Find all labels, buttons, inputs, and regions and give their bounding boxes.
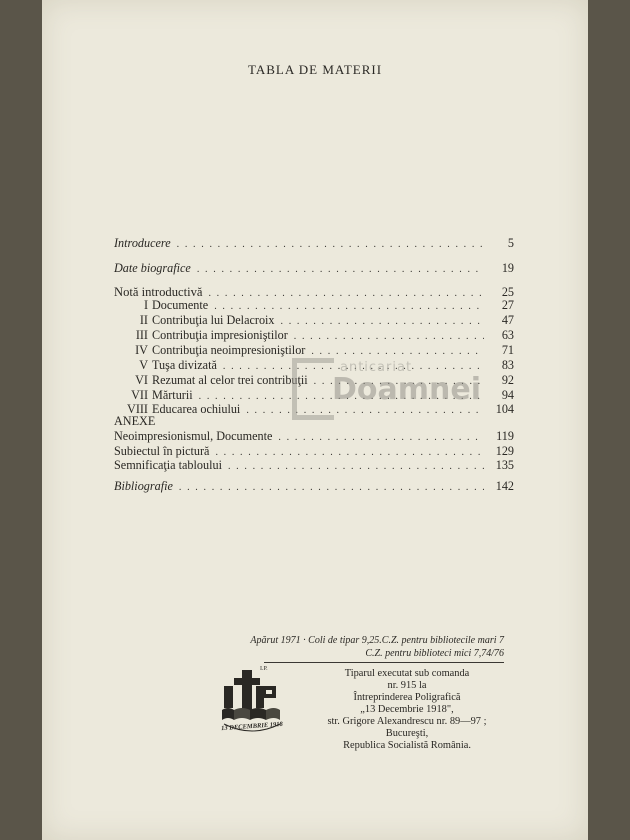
toc-entry-label: Subiectul în pictură bbox=[114, 444, 210, 458]
toc-entry-page: 25 bbox=[501, 285, 514, 299]
toc-entry-label: Introducere bbox=[114, 236, 171, 250]
dot-leader bbox=[199, 391, 484, 402]
toc-entry-chapter-4 bbox=[114, 343, 514, 358]
toc-entry-label: Semnificaţia tabloului bbox=[114, 458, 222, 472]
toc-entry-page: 19 bbox=[501, 261, 514, 275]
toc-entry-annex-1 bbox=[114, 429, 514, 444]
chapter-number: III bbox=[135, 328, 148, 342]
toc-entry-label: Rezumat al celor trei contribuţii bbox=[152, 373, 308, 387]
toc-entry-page: 142 bbox=[495, 479, 514, 493]
toc-entry-page: 63 bbox=[501, 328, 514, 342]
dot-leader bbox=[197, 264, 484, 275]
toc-entry-page: 83 bbox=[501, 358, 514, 372]
toc-entry-label: Notă introductivă bbox=[114, 285, 203, 299]
toc-entry-label: Bibliografie bbox=[114, 479, 173, 493]
toc-entry-chapter-3 bbox=[114, 328, 514, 343]
toc-entry-page: 71 bbox=[501, 343, 514, 357]
toc-entry-page: 129 bbox=[495, 444, 514, 458]
logo-letters: I.P. bbox=[260, 666, 268, 672]
toc-entry-page: 27 bbox=[501, 298, 514, 312]
toc-entry-label: Educarea ochiului bbox=[152, 402, 241, 416]
toc-entry-annex-3 bbox=[114, 458, 514, 473]
toc-entry-date-biografice bbox=[114, 261, 514, 276]
toc-entry-label: Neoimpresionismul, Documente bbox=[114, 429, 273, 443]
toc-entry-label: Documente bbox=[152, 298, 209, 312]
printer-logo bbox=[220, 666, 284, 738]
watermark-small-text: anticariat bbox=[340, 360, 413, 375]
book-page bbox=[42, 0, 588, 840]
chapter-number: IV bbox=[135, 343, 148, 357]
dot-leader bbox=[314, 376, 484, 387]
toc-entry-bibliografie bbox=[114, 479, 514, 494]
imprint-line: Apărut 1971 · Coli de tipar 9,25.C.Z. pentru bibliotecile mari 7 bbox=[250, 635, 504, 646]
dot-leader bbox=[214, 301, 484, 312]
toc-entry-label: Contribuţia impresioniştilor bbox=[152, 328, 288, 342]
chapter-number: II bbox=[139, 313, 148, 327]
toc-entry-label: Contribuţia lui Delacroix bbox=[152, 313, 275, 327]
dot-leader bbox=[179, 482, 484, 493]
toc-entry-chapter-5 bbox=[114, 358, 514, 373]
toc-entry-chapter-8 bbox=[114, 402, 514, 417]
press-line: „13 Decembrie 1918", bbox=[360, 704, 454, 715]
toc-entry-page: 135 bbox=[495, 458, 514, 472]
colophon-rule bbox=[264, 662, 504, 663]
toc-entry-page: 119 bbox=[496, 429, 514, 443]
chapter-number: I bbox=[143, 298, 148, 312]
chapter-number: VIII bbox=[127, 402, 148, 416]
toc-entry-annex-2 bbox=[114, 444, 514, 459]
press-line: str. Grigore Alexandrescu nr. 89—97 ; bbox=[327, 716, 487, 727]
dot-leader bbox=[311, 346, 484, 357]
toc-entry-label: Contribuţia neoimpresioniştilor bbox=[152, 343, 306, 357]
dot-leader bbox=[281, 316, 484, 327]
chapter-number: VII bbox=[131, 388, 148, 402]
dot-leader bbox=[228, 461, 484, 472]
toc-entry-chapter-7 bbox=[114, 388, 514, 403]
dot-leader bbox=[246, 405, 484, 416]
press-line: Întreprinderea Poligrafică bbox=[353, 692, 461, 703]
dot-leader bbox=[294, 331, 484, 342]
toc-entry-page: 92 bbox=[501, 373, 514, 387]
toc-entry-introducere bbox=[114, 236, 514, 251]
colophon-imprint bbox=[204, 634, 504, 660]
chapter-number: V bbox=[139, 358, 148, 372]
chapter-number: VI bbox=[135, 373, 148, 387]
toc-entry-chapter-6 bbox=[114, 373, 514, 388]
toc-entry-page: 104 bbox=[495, 402, 514, 416]
toc-entry-page: 47 bbox=[501, 313, 514, 327]
printer-info bbox=[292, 668, 522, 752]
imprint-line: C.Z. pentru biblioteci mici 7,74/76 bbox=[365, 648, 504, 659]
toc-entry-label: Tuşa divizată bbox=[152, 358, 217, 372]
toc-entry-label: Date biografice bbox=[114, 261, 191, 275]
press-line: Bucureşti, bbox=[385, 728, 429, 739]
dot-leader bbox=[215, 447, 484, 458]
dot-leader bbox=[223, 361, 484, 372]
dot-leader bbox=[278, 432, 484, 443]
annex-heading: ANEXE bbox=[114, 414, 156, 428]
toc-entry-chapter-1 bbox=[114, 298, 514, 313]
toc-entry-chapter-2 bbox=[114, 313, 514, 328]
dot-leader bbox=[177, 239, 484, 250]
press-line: nr. 915 la bbox=[387, 680, 427, 691]
page-title: TABLA DE MATERII bbox=[247, 62, 383, 77]
logo-motto: 13 DECEMBRIE 1918 bbox=[220, 720, 284, 733]
toc-entry-label: Mărturii bbox=[152, 388, 193, 402]
press-line: Republica Socialistă România. bbox=[343, 740, 471, 751]
toc-entry-page: 94 bbox=[501, 388, 514, 402]
toc-entry-page: 5 bbox=[507, 236, 514, 250]
press-line: Tiparul executat sub comanda bbox=[344, 668, 470, 679]
watermark-big-text: Doamnei bbox=[332, 372, 482, 407]
